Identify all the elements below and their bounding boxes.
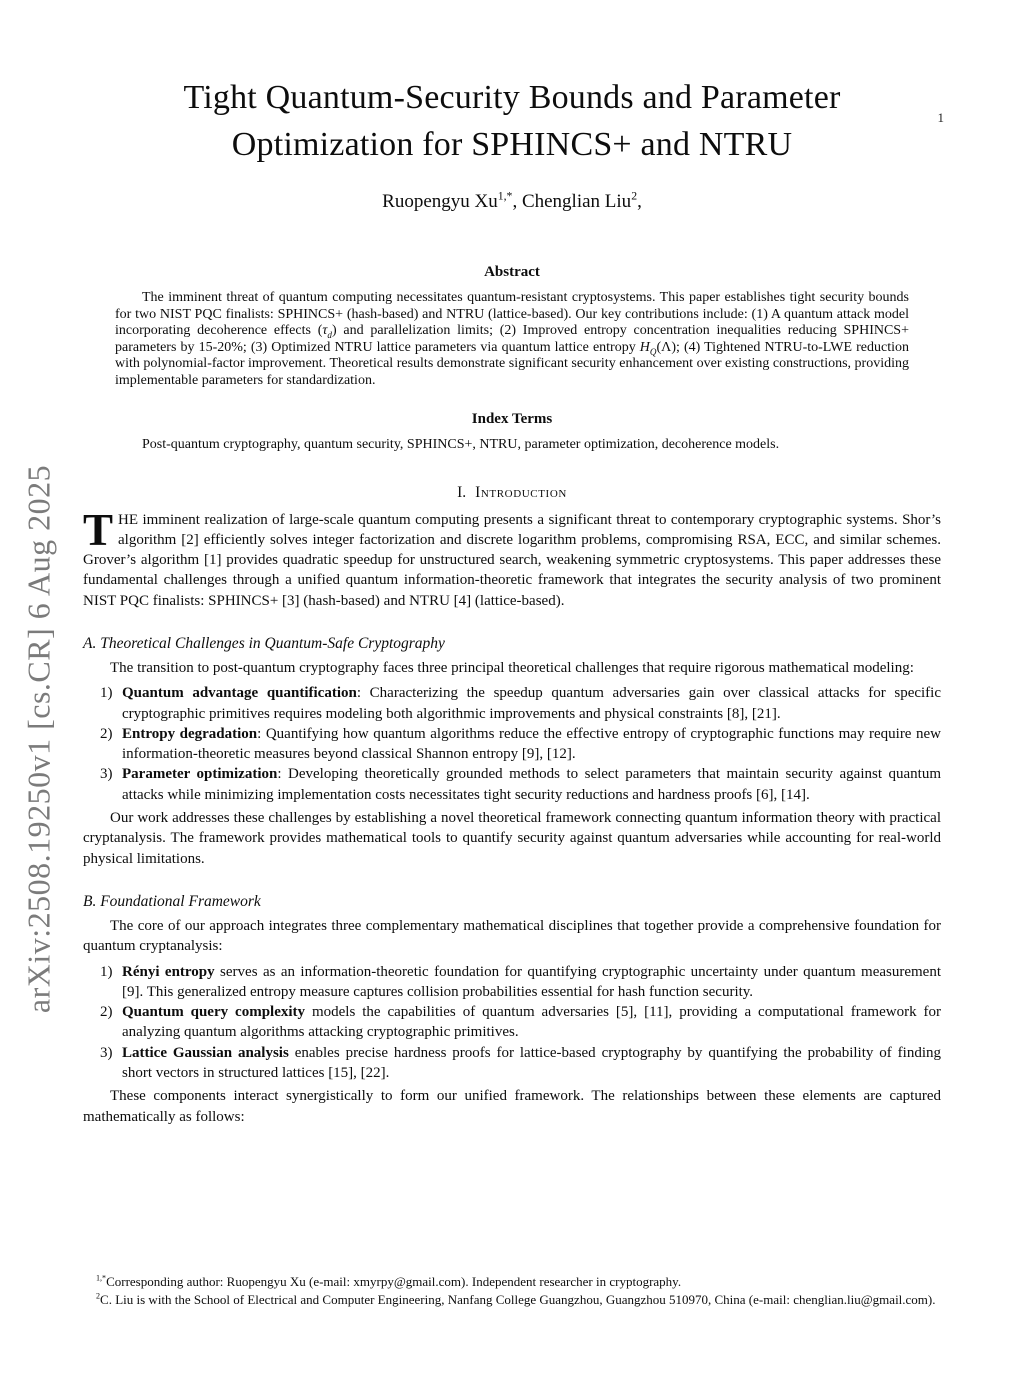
- list-item: [100, 724, 941, 765]
- list-item-rest: serves as an information-theoretic foundation for quantifying cryptographic uncertainty under quantum measurement [9]. This generalized entropy measure captures collision probabilities essential for hash function security.: [122, 963, 941, 1000]
- subsection-b-heading: B. Foundational Framework: [83, 892, 261, 910]
- list-item-lead: Entropy degradation: [122, 725, 258, 742]
- list-item-lead: Parameter optimization: [122, 766, 278, 783]
- intro-paragraph-text: HE imminent realization of large-scale quantum computing presents a significant threat to contemporary cryptographic systems. Shor’s algorithm [2] efficiently solves integer factorization and discrete logarithm problems, compromising RSA, ECC, and similar schemes. Grover’s algorithm [1] provides quadratic speedup for unstructured search, weakening symmetric cryptosystems. This paper addresses these fundamental challenges through a unified quantum information-theoretic framework that integrates the security analysis of two prominent NIST PQC finalists: SPHINCS+ [3] (hash-based) and NTRU [4] (lattice-based).: [83, 511, 941, 609]
- subsection-a-list: [83, 683, 941, 805]
- intro-paragraph: [83, 504, 941, 611]
- list-item: [100, 764, 941, 805]
- list-item-rest: models the capabilities of quantum adversaries [5], [11], providing a computational framework for analyzing quantum algorithms attacking cryptographic primitives.: [122, 1004, 941, 1041]
- list-item-number: 3): [100, 766, 113, 783]
- subsection-a-paragraph-1: The transition to post-quantum cryptography faces three principal theoretical challenges that require rigorous mathematical modeling:: [110, 659, 914, 676]
- list-item-number: 1): [100, 963, 113, 980]
- math-H-symbol: H: [639, 339, 650, 355]
- list-item-lead: Quantum advantage quantification: [122, 685, 357, 702]
- footnote-corresponding-author: [83, 1273, 941, 1291]
- subsection-b-list: [83, 962, 941, 1084]
- drop-cap: T: [83, 504, 114, 555]
- index-terms-text: Post-quantum cryptography, quantum security, SPHINCS+, NTRU, parameter optimization, decoherence models.: [142, 437, 780, 452]
- list-item-text: [122, 1002, 941, 1043]
- paper-page: [0, 74, 1024, 1399]
- list-item-text: [122, 683, 941, 724]
- abstract-text-2: ) and parallelization limits; (2) Improved entropy concentration inequalities reducing SPHINCS+ parameters by 15-20%; (3) Optimized NTRU lattice parameters via quantum lattice entropy: [115, 323, 909, 355]
- list-item: [100, 1002, 941, 1043]
- abstract-paragraph: [115, 290, 909, 389]
- math-tau-symbol: τ: [322, 323, 328, 338]
- list-item-number: 2): [100, 1004, 113, 1021]
- list-item-lead: Lattice Gaussian analysis: [122, 1044, 289, 1061]
- section-number: I.: [457, 483, 467, 501]
- footnote-text: C. Liu is with the School of Electrical and Computer Engineering, Nanfang College Guangzhou, Guangzhou 510970, China (e-mail: chenglian.liu@gmail.com).: [100, 1291, 936, 1307]
- author-name-1: Ruopengyu Xu: [382, 191, 498, 212]
- list-item-rest: : Developing theoretically grounded methods to select parameters that maintain security against quantum attacks while minimizing implementation costs necessitates tight security reductions and hardness proofs [6], [14].: [122, 766, 941, 803]
- abstract-text-3: ; (4) Tightened NTRU-to-LWE reduction with polynomial-factor improvement. Theoretical results demonstrate significant security enhancement over existing constructions, providing implementable parameters for standardization.: [115, 339, 910, 388]
- math-tau-subscript: d: [327, 329, 332, 340]
- abstract-text-1: The imminent threat of quantum computing necessitates quantum-resistant cryptosystems. This paper establishes tight security bounds for two NIST PQC finalists: SPHINCS+ (hash-based) and NTRU (lattice-based). Our key contributions include: (1) A quantum attack model incorporating decoherence effects (: [115, 290, 909, 338]
- abstract-heading: Abstract: [484, 264, 540, 280]
- subsection-b-paragraph-1: The core of our approach integrates three complementary mathematical disciplines that together provide a comprehensive foundation for quantum cryptanalysis:: [83, 917, 941, 955]
- main-text-column: [83, 504, 942, 1127]
- author-affiliation-mark-1: 1,*: [497, 189, 513, 203]
- list-item-text: [122, 724, 941, 765]
- list-item-text: [122, 962, 941, 1003]
- index-terms-heading: Index Terms: [471, 411, 553, 427]
- list-item: [100, 1043, 941, 1084]
- list-item-number: 3): [100, 1044, 113, 1061]
- footnote-affiliation: [83, 1291, 941, 1309]
- footnote-marker: 2: [96, 1291, 101, 1301]
- list-item-number: 2): [100, 725, 113, 742]
- subsection-b-paragraph-2: These components interact synergistically to form our unified framework. The relationships between these elements are captured mathematically as follows:: [83, 1088, 941, 1125]
- list-item-text: [122, 1043, 941, 1084]
- list-item-lead: Rényi entropy: [122, 963, 215, 980]
- section-title: Introduction: [475, 483, 567, 501]
- subsection-a-paragraph-2: Our work addresses these challenges by establishing a novel theoretical framework connecting quantum information theory with practical cryptanalysis. The framework provides mathematical tools to quantify security against quantum adversaries while accounting for real-world physical limitations.: [83, 810, 941, 867]
- list-item: [100, 962, 941, 1003]
- authors-trailing-comma: ,: [637, 191, 642, 212]
- footnote-marker: 1,*: [96, 1273, 107, 1283]
- subsection-a-heading: A. Theoretical Challenges in Quantum-Safe Cryptography: [83, 634, 445, 652]
- list-item-rest: enables precise hardness proofs for lattice-based cryptography by quantifying the probability of finding short vectors in structured lattices [15], [22].: [122, 1044, 941, 1082]
- authors-line: [0, 191, 1024, 213]
- section-heading-introduction: [0, 484, 1024, 502]
- author-name-2: Chenglian Liu: [521, 191, 632, 212]
- list-item-rest: : Quantifying how quantum algorithms reduce the effective entropy of cryptographic functions may require new information-theoretic measures beyond classical Shannon entropy [9], [12].: [122, 725, 941, 763]
- list-item-text: [122, 764, 941, 805]
- list-item: [100, 683, 941, 724]
- list-item-lead: Quantum query complexity: [122, 1004, 306, 1021]
- footnotes-block: [83, 1273, 941, 1308]
- author-separator: ,: [512, 191, 522, 212]
- list-item-number: 1): [100, 685, 113, 702]
- paper-title: Tight Quantum-Security Bounds and Parameter Optimization for SPHINCS+ and NTRU: [183, 79, 841, 163]
- footnote-text: Corresponding author: Ruopengyu Xu (e-mail: xmyrpy@gmail.com). Independent researcher in cryptography.: [106, 1274, 682, 1289]
- author-affiliation-mark-2: 2: [631, 189, 638, 203]
- list-item-rest: : Characterizing the speedup quantum adversaries gain over classical attacks for specific cryptographic primitives requires modeling both algorithmic improvements and physical constraints [8], [21].: [122, 685, 942, 722]
- arxiv-watermark: arXiv:2508.19250v1 [cs.CR] 6 Aug 2025: [20, 464, 57, 1014]
- page-number: 1: [937, 110, 944, 125]
- math-H-subscript: Q: [649, 346, 657, 357]
- math-H-arguments: (Λ): [656, 339, 676, 355]
